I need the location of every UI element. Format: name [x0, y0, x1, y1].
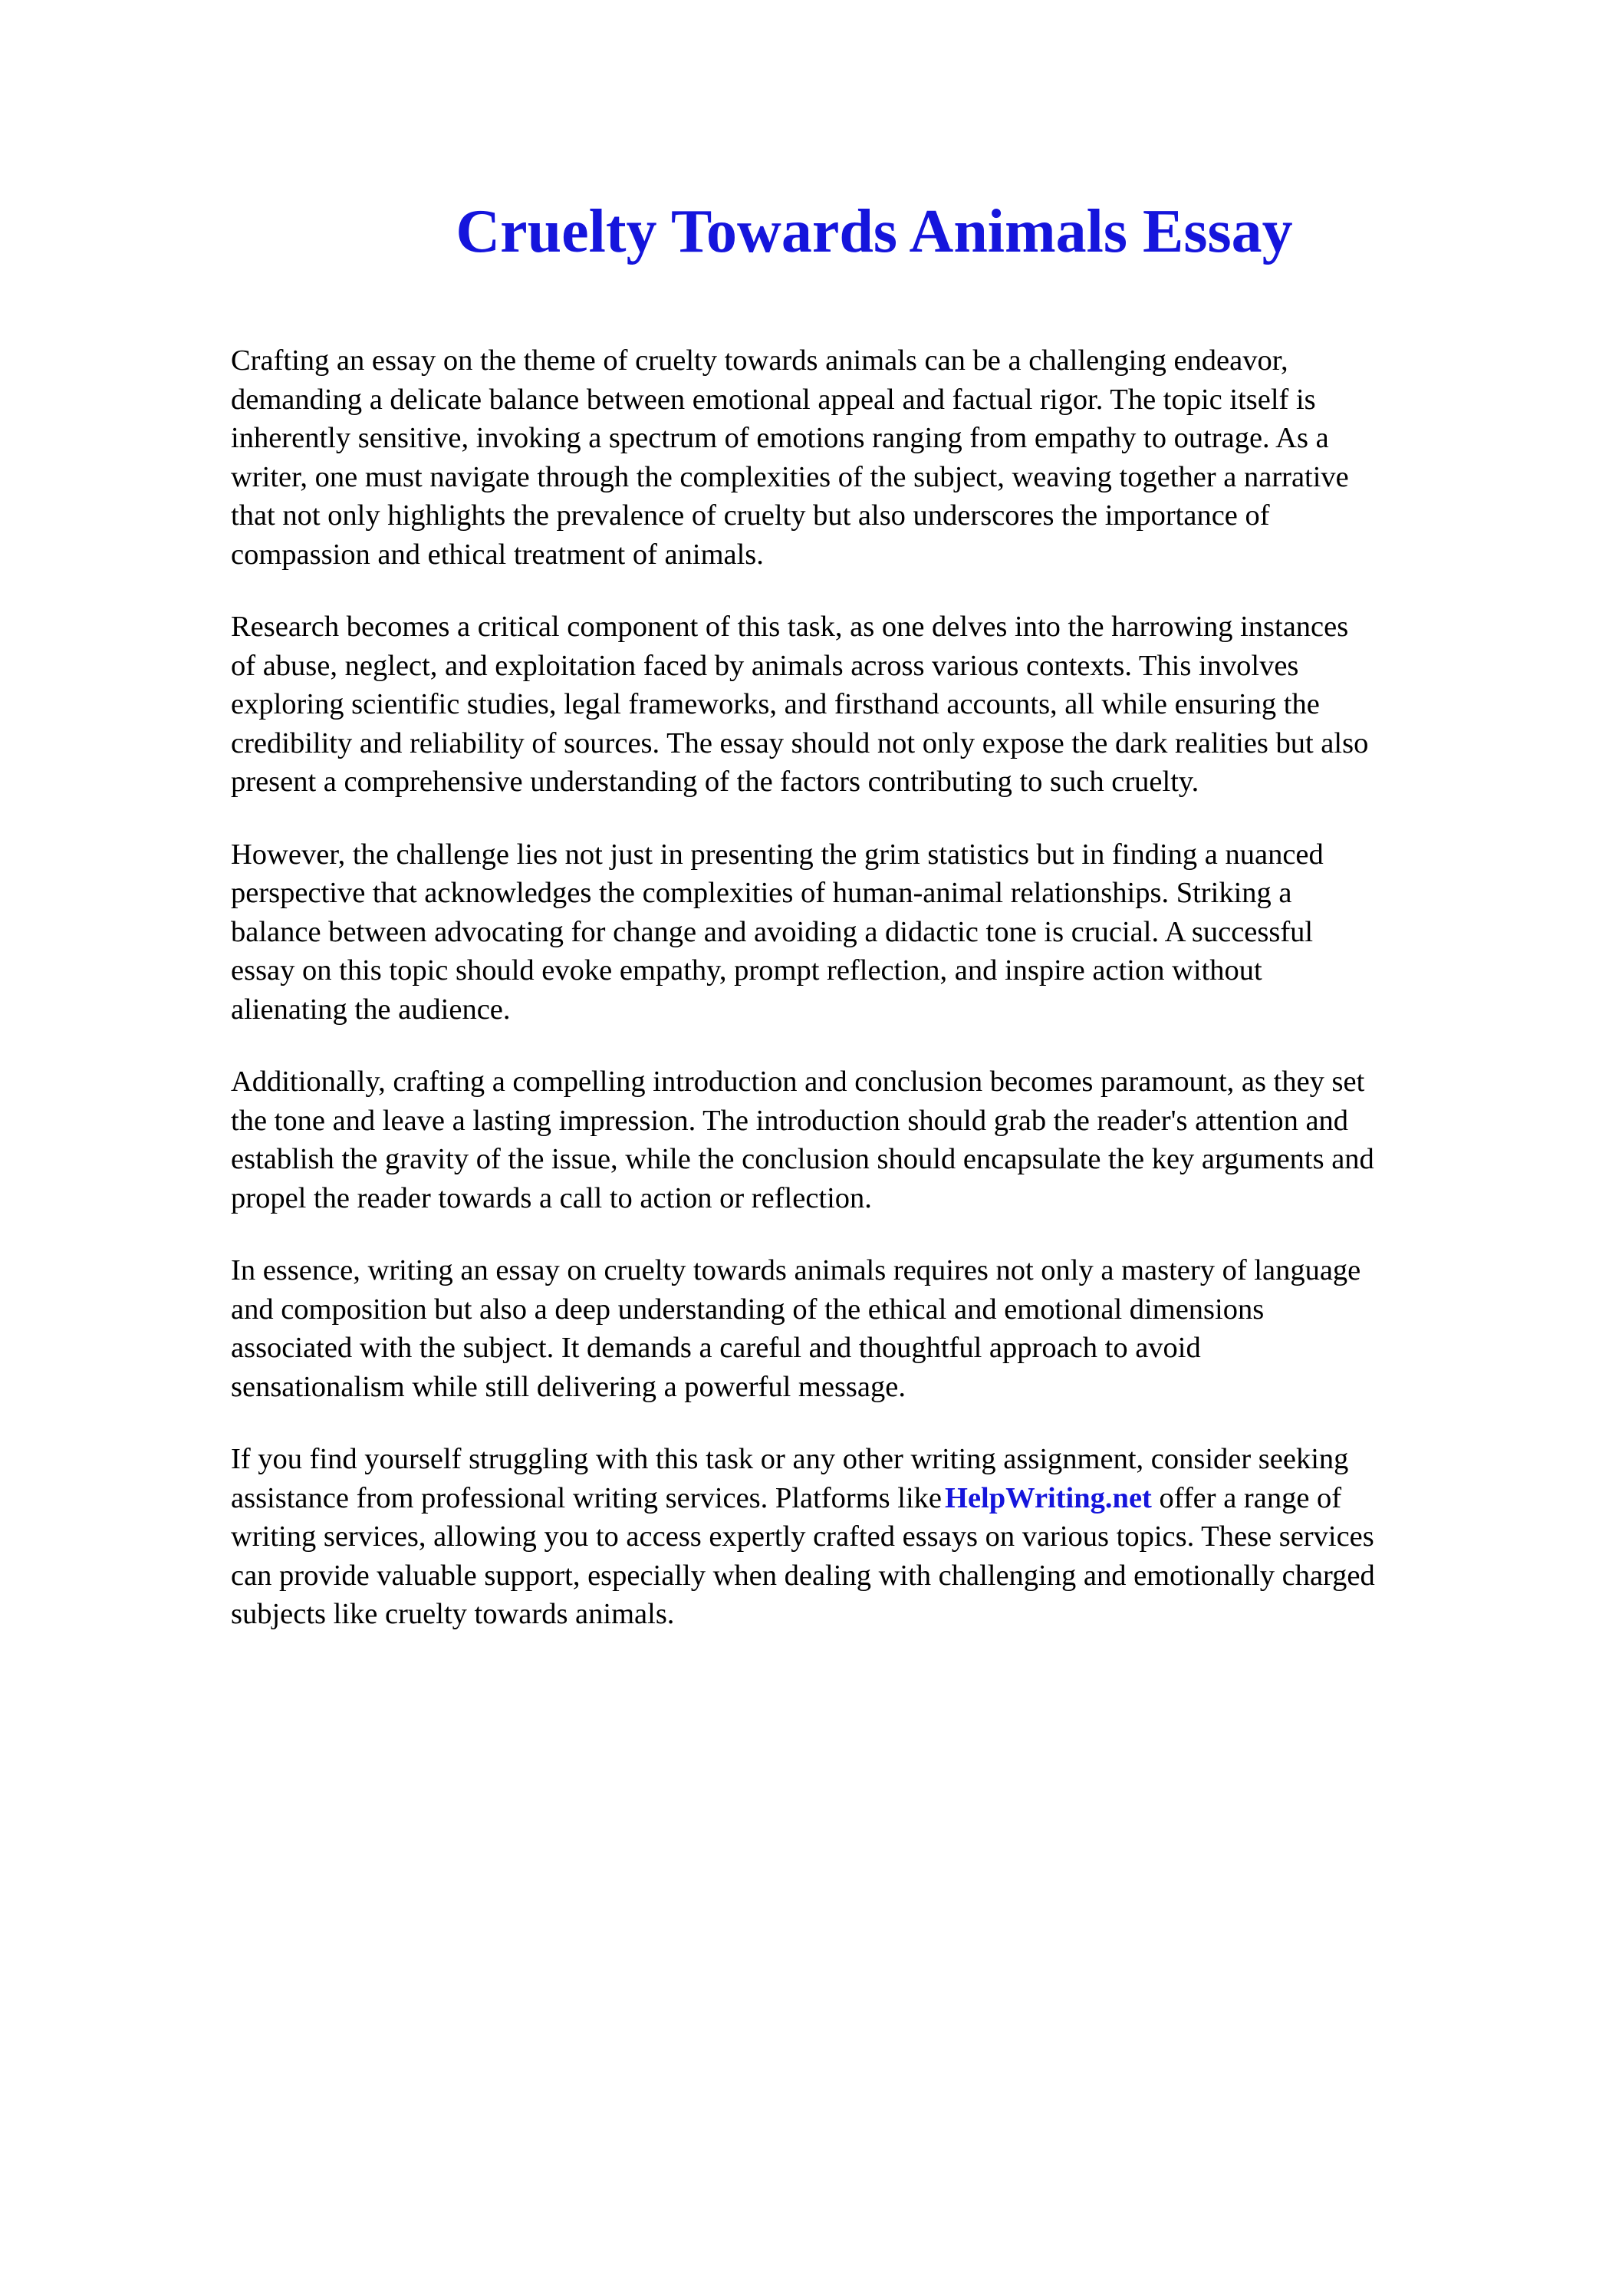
text-line: establish the gravity of the issue, while the conclusion should encapsulate the key arguments and: [231, 1143, 1374, 1175]
text-line: compassion and ethical treatment of animals.: [231, 538, 764, 571]
paragraph-1: [231, 341, 1527, 574]
text-line: demanding a delicate balance between emotional appeal and factual rigor. The topic itself is: [231, 383, 1316, 416]
text-line: sensationalism while still delivering a powerful message.: [231, 1370, 906, 1403]
text-line: and composition but also a deep understanding of the ethical and emotional dimensions: [231, 1293, 1265, 1326]
text-line: subjects like cruelty towards animals.: [231, 1598, 675, 1630]
helpwriting-link[interactable]: HelpWriting.net: [945, 1481, 1152, 1514]
text-line: of abuse, neglect, and exploitation faced by animals across various contexts. This involves: [231, 649, 1299, 682]
text-line: credibility and reliability of sources. The essay should not only expose the dark realities but also: [231, 726, 1369, 759]
text-line: Additionally, crafting a compelling introduction and conclusion becomes paramount, as they set: [231, 1066, 1365, 1098]
text-line: perspective that acknowledges the complexities of human-animal relationships. Striking a: [231, 877, 1292, 909]
paragraph-2: [231, 608, 1527, 802]
link-lead-text: assistance from professional writing services. Platforms like: [231, 1481, 942, 1514]
text-line: associated with the subject. It demands a careful and thoughtful approach to avoid: [231, 1332, 1201, 1364]
text-line: essay on this topic should evoke empathy, prompt reflection, and inspire action without: [231, 954, 1262, 987]
text-line-with-link: [231, 1479, 1527, 1518]
text-line: If you find yourself struggling with this task or any other writing assignment, consider seeking: [231, 1443, 1349, 1475]
text-line: In essence, writing an essay on cruelty towards animals requires not only a mastery of language: [231, 1254, 1361, 1286]
text-line: Research becomes a critical component of this task, as one delves into the harrowing instances: [231, 611, 1349, 643]
text-line: balance between advocating for change and avoiding a didactic tone is crucial. A successful: [231, 915, 1314, 948]
paragraph-3: [231, 835, 1527, 1029]
essay-body: [231, 341, 1527, 1668]
text-line: Crafting an essay on the theme of cruelty towards animals can be a challenging endeavor,: [231, 344, 1288, 377]
text-line: propel the reader towards a call to action or reflection.: [231, 1181, 872, 1214]
paragraph-6: [231, 1440, 1527, 1634]
page-title: Cruelty Towards Animals Essay: [456, 198, 1293, 265]
text-line: the tone and leave a lasting impression. The introduction should grab the reader's attention and: [231, 1104, 1349, 1137]
text-line: that not only highlights the prevalence of cruelty but also underscores the importance of: [231, 499, 1270, 532]
text-line: writing services, allowing you to access expertly crafted essays on various topics. These services: [231, 1520, 1374, 1553]
text-line: alienating the audience.: [231, 993, 511, 1026]
text-line: exploring scientific studies, legal frameworks, and firsthand accounts, all while ensuring the: [231, 688, 1320, 720]
link-trail-text: offer a range of: [1151, 1481, 1342, 1514]
text-line: present a comprehensive understanding of the factors contributing to such cruelty.: [231, 766, 1199, 798]
paragraph-4: [231, 1062, 1527, 1217]
paragraph-5: [231, 1251, 1527, 1406]
text-line: can provide valuable support, especially when dealing with challenging and emotionally charged: [231, 1559, 1375, 1592]
text-line: However, the challenge lies not just in presenting the grim statistics but in finding a nuanced: [231, 838, 1324, 871]
text-line: inherently sensitive, invoking a spectrum of emotions ranging from empathy to outrage. As a: [231, 422, 1329, 454]
text-line: writer, one must navigate through the complexities of the subject, weaving together a narrative: [231, 460, 1349, 493]
